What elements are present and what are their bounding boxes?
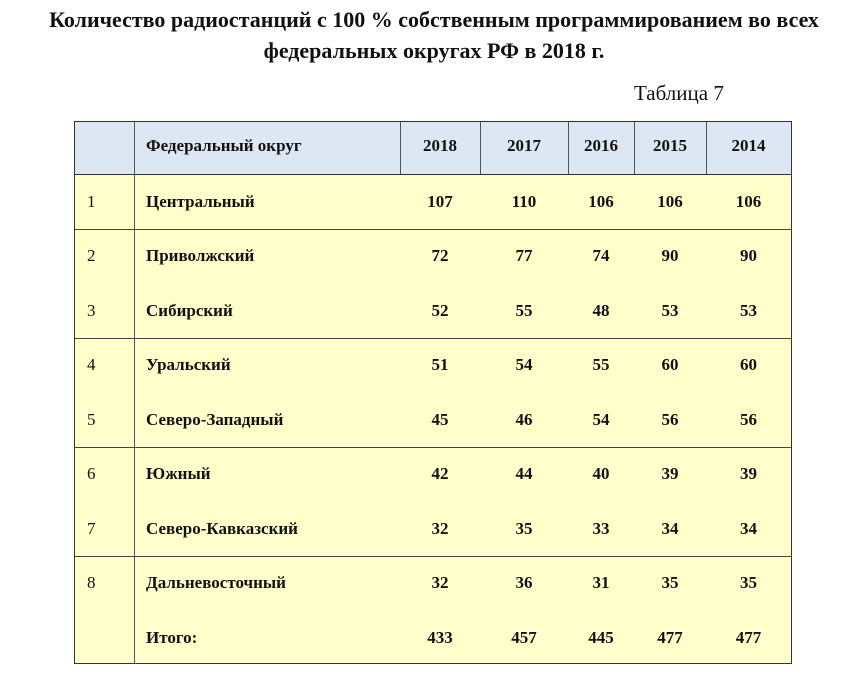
value-cell: 48 [592,301,610,320]
value-cell: 39 [661,464,679,483]
header-year-2018: 2018 [423,136,457,155]
row-number: 4 [87,355,96,374]
value-cell: 54 [592,410,610,429]
value-cell: 35 [515,519,533,538]
value-cell: 60 [740,355,757,374]
value-cell: 457 [511,628,537,647]
row-number: 2 [87,246,96,265]
value-cell: 34 [740,519,757,538]
value-cell: 32 [431,573,449,592]
row-number: 6 [87,464,96,483]
header-year-2014: 2014 [731,136,766,155]
value-cell: 35 [740,573,757,592]
value-cell: 51 [431,355,449,374]
row-number: 3 [87,301,96,320]
value-cell: 106 [735,192,762,211]
header-year-2017: 2017 [507,136,541,155]
value-cell: 55 [515,301,533,320]
value-cell: 46 [515,410,533,429]
title-line-1: Количество радиостанций с 100 % собственным программированием во всех [49,7,819,32]
value-cell: 45 [431,410,449,429]
header-column-divider [568,122,569,174]
group-separator [75,556,791,557]
district-name: Дальневосточный [146,573,286,592]
row-number: 1 [87,192,96,211]
district-name: Приволжский [146,246,255,265]
district-name: Северо-Западный [146,410,284,429]
value-cell: 477 [657,628,683,647]
value-cell: 34 [661,519,679,538]
value-cell: 106 [588,192,614,211]
value-cell: 77 [515,246,533,265]
table-number-label: Таблица 7 [634,81,724,105]
group-separator [75,447,791,448]
district-name: Центральный [146,192,255,211]
value-cell: 42 [431,464,449,483]
district-name: Южный [146,464,211,483]
value-cell: 72 [431,246,449,265]
title-line-2: федеральных округах РФ в 2018 г. [263,38,605,63]
header-column-divider [480,122,481,174]
header-column-divider [400,122,401,174]
row-number: 5 [87,410,96,429]
document-title [0,4,868,66]
value-cell: 40 [592,464,610,483]
header-year-2015: 2015 [653,136,687,155]
value-cell: 60 [661,355,679,374]
value-cell: 74 [592,246,610,265]
group-separator [75,229,791,230]
value-cell: 52 [431,301,449,320]
value-cell: 44 [515,464,533,483]
value-cell: 53 [740,301,757,320]
header-column-divider [706,122,707,174]
header-district: Федеральный округ [146,136,302,155]
value-cell: 90 [740,246,757,265]
row-number: 7 [87,519,96,538]
value-cell: 107 [427,192,453,211]
value-cell: 35 [661,573,679,592]
table-header-row [75,122,791,175]
value-cell: 56 [661,410,679,429]
header-column-divider [634,122,635,174]
district-name: Итого: [146,628,198,647]
value-cell: 477 [735,628,762,647]
value-cell: 33 [592,519,610,538]
row-number: 8 [87,573,96,592]
value-cell: 106 [657,192,683,211]
district-name: Уральский [146,355,231,374]
value-cell: 39 [740,464,757,483]
district-name: Сибирский [146,301,233,320]
value-cell: 56 [740,410,757,429]
value-cell: 32 [431,519,449,538]
value-cell: 433 [427,628,453,647]
district-name: Северо-Кавказский [146,519,298,538]
header-year-2016: 2016 [584,136,618,155]
data-table [74,121,792,664]
group-separator [75,338,791,339]
value-cell: 110 [511,192,537,211]
value-cell: 31 [592,573,610,592]
value-cell: 53 [661,301,679,320]
value-cell: 90 [661,246,679,265]
value-cell: 445 [588,628,614,647]
value-cell: 54 [515,355,533,374]
value-cell: 36 [515,573,533,592]
value-cell: 55 [592,355,610,374]
